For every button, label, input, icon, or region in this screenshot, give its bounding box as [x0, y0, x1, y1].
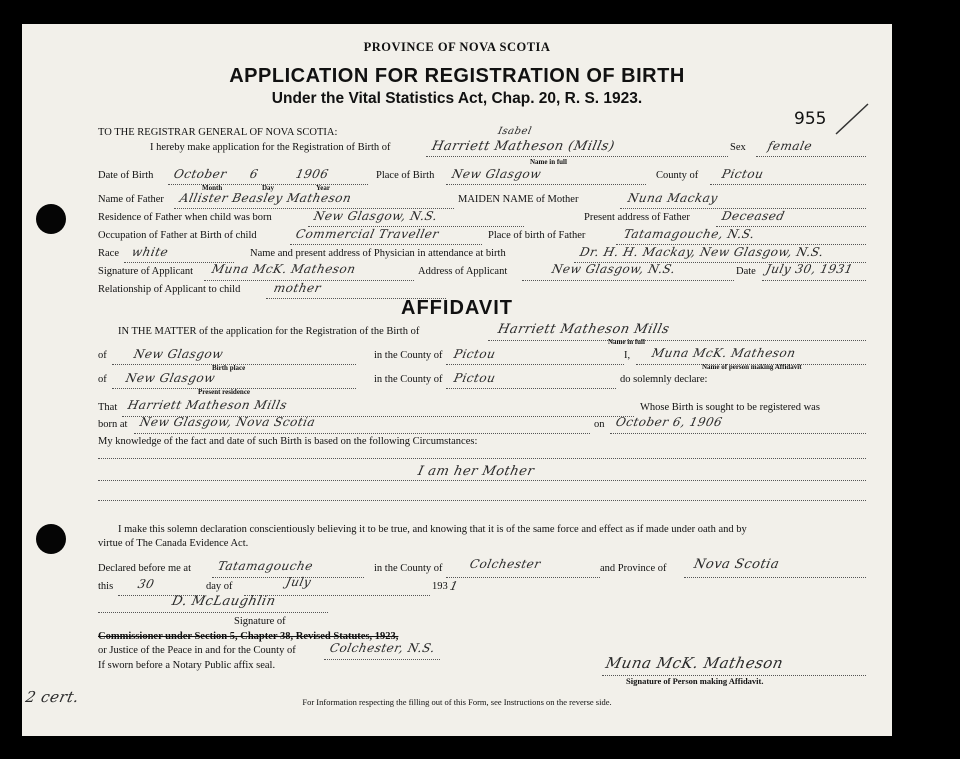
father-name: Allister Beasley Matheson	[178, 191, 353, 205]
mother-maiden-name: Nuna Mackay	[626, 191, 720, 205]
affidavit-birthplace: New Glasgow	[132, 347, 225, 361]
affidavit-title: AFFIDAVIT	[401, 297, 513, 319]
justice-county: Colchester, N.S.	[328, 641, 437, 655]
affidavit-born-at: New Glasgow, Nova Scotia	[138, 415, 317, 429]
sex-value: female	[766, 139, 814, 153]
affiant-name: Muna McK. Matheson	[650, 346, 798, 360]
affidavit-county1: Pictou	[452, 347, 497, 361]
justice-line: or Justice of the Peace in and for the County of	[98, 645, 296, 656]
father-present-address: Deceased	[720, 209, 787, 223]
father-occupation: Commercial Traveller	[294, 227, 441, 241]
solemn-declaration: I make this solemn declaration conscientiously believing it to be true, and knowing that it is of the same force and effect as if made under oath and by	[118, 524, 747, 535]
apply-prefix: I hereby make application for the Registration of Birth of	[150, 142, 391, 153]
place-of-birth: New Glasgow	[450, 167, 543, 181]
commissioner-signature: D. McLaughlin	[170, 594, 278, 609]
affidavit-birth-date: October 6, 1906	[614, 415, 724, 429]
birth-registration-form: PROVINCE OF NOVA SCOTIA APPLICATION FOR REGISTRATION OF BIRTH Under the Vital Statistics Act, Chap. 20, R. S. 1923. 955 TO THE REGISTRAR GENERAL OF NOVA SCOTIA: I hereby make application for the Registration of Birth of Harriett Matheson (Mills) Isabel Name in full Sex female Date of Birth October 6 1906 Month Day Year Place of Birth New Glasgow County of Pictou Name of Father Allister Beasley Matheson MAIDEN NAME of Mother Nuna Mackay Residence of Father when child was born New Glasgow, N.S. Present address of Father Deceased Occupation of Father at Birth of child Commercial Traveller Place of birth of Father Tatamagouche, N.S. Race white Name and present address of Physician in attendance at birth Dr. H. H. Mackay, New Glasgow, N.S. Signature of Applicant Muna McK. Matheson Address of Applicant New Glasgow, N.S. Date July 30, 1931 Relationship of Applicant to child mother AFFIDAVIT IN THE MATTER of the application for the Registration of the Birth of Harriett Matheson Mills Name in full of New Glasgow Birth place in the County of Pictou I, Muna McK. Matheson Name of person making Affidavit of New Glasgow Present residence in the County of Pictou do solemnly declare: That Harriett Matheson Mills Whose Birth is sought to be registered was born at New Glasgow, Nova Scotia on October 6, 1906 My knowledge of the fact and date of such Birth is based on the following Circumstances: I am her Mother I make this solemn declaration conscientiously believing it to be true, and knowing that it is of the same force and effect as if made under oath and by virtue of The Canada Evidence Act. Declared before me at Tatamagouche in the County of Colchester and Province of Nova Scotia this 30 day of July 193 1 D. McLaughlin Signature of Commissioner under Section 5, Chapter 38, Revised Statutes, 1923, or Justice of the Peace in and for the County of Colchester, N.S. If sworn before a Notary Public affix seal. Muna McK. Matheson Signature of Person making Affidavit. For Information respecting the filling out of this Form, see Instructions on the reverse side. 2 cert.	[22, 24, 892, 736]
affidavit-that-name: Harriett Matheson Mills	[126, 398, 289, 412]
form-number-tick	[834, 102, 870, 136]
applicant-address: New Glasgow, N.S.	[550, 262, 677, 276]
dob-year: 1906	[294, 167, 331, 181]
notary-line: If sworn before a Notary Public affix seal.	[98, 660, 276, 671]
form-subtitle: Under the Vital Statistics Act, Chap. 20, R. S. 1923.	[271, 90, 643, 107]
punch-hole	[36, 524, 66, 554]
province-heading: PROVINCE OF NOVA SCOTIA	[363, 40, 551, 54]
child-name: Harriett Matheson (Mills)	[430, 139, 617, 154]
declared-province: Nova Scotia	[692, 557, 781, 572]
form-title: APPLICATION FOR REGISTRATION OF BIRTH	[229, 65, 685, 87]
father-residence: New Glasgow, N.S.	[312, 209, 439, 223]
affiant-residence: New Glasgow	[124, 371, 217, 385]
declared-year-digit: 1	[448, 579, 460, 593]
footer-instructions: For Information respecting the filling out of this Form, see Instructions on the reverse side.	[302, 697, 612, 707]
margin-note: 2 cert.	[24, 688, 81, 706]
declared-day: 30	[136, 577, 156, 591]
registrar-address: TO THE REGISTRAR GENERAL OF NOVA SCOTIA:	[98, 127, 338, 138]
affidavit-county2: Pictou	[452, 371, 497, 385]
application-date: July 30, 1931	[764, 262, 855, 276]
dob-day: 6	[248, 167, 260, 181]
affidavit-child-name: Harriett Matheson Mills	[496, 322, 671, 337]
race-value: white	[130, 245, 170, 259]
birth-county: Pictou	[720, 167, 765, 181]
child-name-insert: Isabel	[496, 126, 533, 137]
relationship: mother	[272, 281, 323, 295]
father-birthplace: Tatamagouche, N.S.	[622, 227, 757, 241]
circumstance: I am her Mother	[416, 464, 536, 479]
punch-hole	[36, 204, 66, 234]
dob-month: October	[172, 167, 229, 181]
declared-at: Tatamagouche	[216, 559, 315, 573]
declared-month: July	[284, 575, 313, 589]
physician: Dr. H. H. Mackay, New Glasgow, N.S.	[578, 245, 826, 259]
commissioner-line: Commissioner under Section 5, Chapter 38, Revised Statutes, 1923,	[98, 631, 399, 642]
declared-county: Colchester	[468, 557, 543, 571]
knowledge-statement: My knowledge of the fact and date of such Birth is based on the following Circumstances:	[98, 436, 478, 447]
applicant-signature: Muna McK. Matheson	[210, 262, 358, 276]
form-number: 955	[794, 109, 827, 129]
affiant-signature: Muna McK. Matheson	[604, 654, 786, 672]
